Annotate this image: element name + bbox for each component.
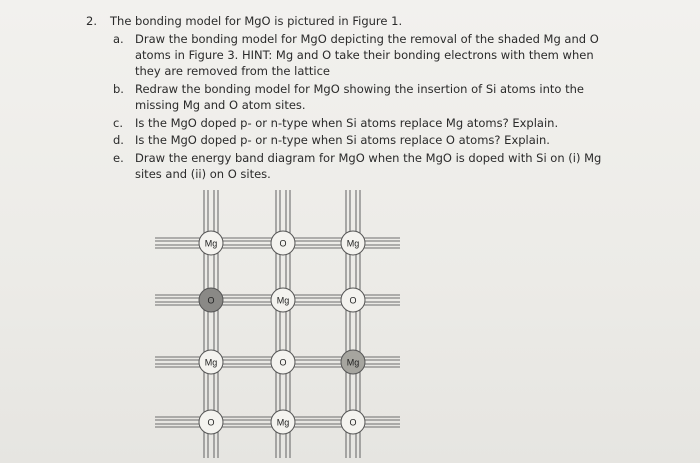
atom-label: Mg bbox=[276, 295, 290, 306]
part-a-line-1: Draw the bonding model for MgO depicting the removal of the shaded Mg and O bbox=[135, 32, 599, 46]
part-c-line-1: Is the MgO doped p- or n-type when Si atoms replace Mg atoms? Explain. bbox=[135, 116, 559, 130]
atom-label: O bbox=[207, 295, 215, 306]
part-d-letter: d. bbox=[113, 133, 124, 147]
atom-label: Mg bbox=[346, 238, 360, 249]
atom-label: O bbox=[349, 295, 357, 306]
part-e-letter: e. bbox=[113, 151, 124, 165]
part-d-line-1: Is the MgO doped p- or n-type when Si atoms replace O atoms? Explain. bbox=[135, 133, 550, 147]
atom-label: O bbox=[349, 417, 357, 428]
part-b-letter: b. bbox=[113, 82, 124, 96]
atom-label: Mg bbox=[204, 357, 218, 368]
question-number: 2. bbox=[86, 14, 97, 28]
part-a-line-3: they are removed from the lattice bbox=[135, 64, 331, 78]
question-intro: The bonding model for MgO is pictured in Figure 1. bbox=[110, 14, 403, 28]
atom-label: Mg bbox=[346, 357, 360, 368]
atom-label: O bbox=[279, 357, 287, 368]
part-e-line-2: sites and (ii) on O sites. bbox=[135, 167, 271, 181]
atom-label: Mg bbox=[276, 417, 290, 428]
part-e-line-1: Draw the energy band diagram for MgO when the MgO is doped with Si on (i) Mg bbox=[135, 151, 602, 165]
part-a-letter: a. bbox=[113, 32, 124, 46]
part-b-line-2: missing Mg and O atom sites. bbox=[135, 98, 306, 112]
atom-label: O bbox=[207, 417, 215, 428]
part-b-line-1: Redraw the bonding model for MgO showing the insertion of Si atoms into the bbox=[135, 82, 584, 96]
atom-label: Mg bbox=[204, 238, 218, 249]
lattice-atoms bbox=[199, 231, 365, 434]
atom-label: O bbox=[279, 238, 287, 249]
part-a-line-2: atoms in Figure 3. HINT: Mg and O take their bonding electrons with them when bbox=[135, 48, 594, 62]
part-c-letter: c. bbox=[113, 116, 123, 130]
